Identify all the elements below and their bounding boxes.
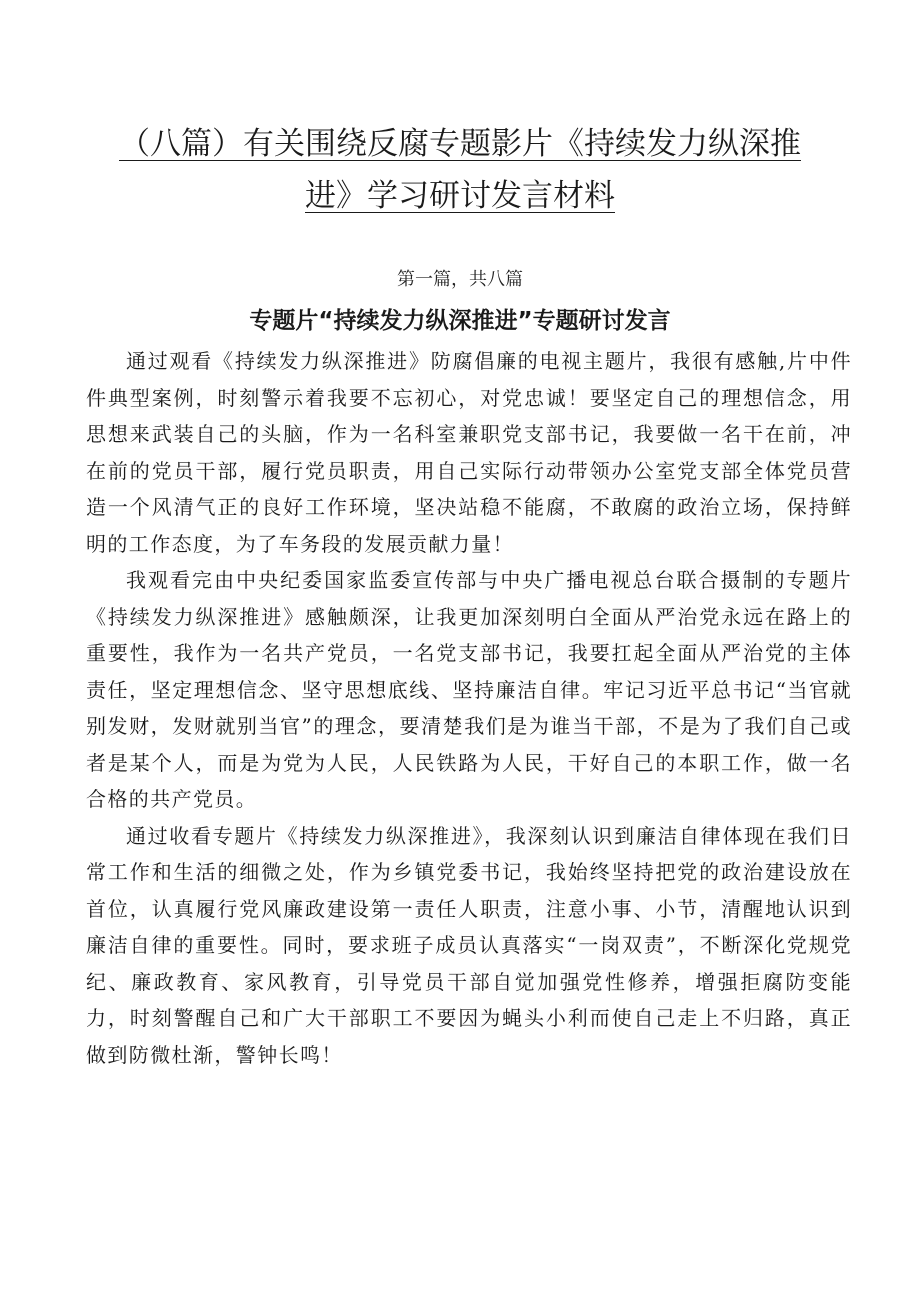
- paragraph-1: 通过观看《持续发力纵深推进》防腐倡廉的电视主题片，我很有感触,片中件件典型案例，时刻警示着我要不忘初心，对党忠诚！要坚定自己的理想信念，用思想来武装自己的头脑，作为一名科室兼职党支部书记，我要做一名干在前，冲在前的党员干部，履行党员职责，用自己实际行动带领办公室党支部全体党员营造一个风清气正的良好工作环境，坚决站稳不能腐，不敢腐的政治立场，保持鲜明的工作态度，为了车务段的发展贡献力量！: [86, 349, 852, 556]
- document-body: [86, 343, 852, 1073]
- document-title-text: （八篇）有关围绕反腐专题影片《持续发力纵深推进》学习研讨发言材料: [119, 126, 801, 214]
- document-title: [100, 118, 820, 222]
- paragraph-2: 我观看完由中央纪委国家监委宣传部与中央广播电视总台联合摄制的专题片《持续发力纵深推进》感触颇深，让我更加深刻明白全面从严治党永远在路上的重要性，我作为一名共产党员，一名党支部书记，我要扛起全面从严治党的主体责任，坚定理想信念、坚守思想底线、坚持廉洁自律。牢记习近平总书记“当官就别发财，发财就别当官”的理念，要清楚我们是为谁当干部，不是为了我们自己或者是某个人，而是为党为人民，人民铁路为人民，干好自己的本职工作，做一名合格的共产党员。: [86, 568, 852, 811]
- section-heading: 专题片“持续发力纵深推进”专题研讨发言: [249, 308, 671, 334]
- paragraph-3: 通过收看专题片《持续发力纵深推进》，我深刻认识到廉洁自律体现在我们日常工作和生活的细微之处，作为乡镇党委书记，我始终坚持把党的政治建设放在首位，认真履行党风廉政建设第一责任人职责，注意小事、小节，清醒地认识到廉洁自律的重要性。同时，要求班子成员认真落实“一岗双责”，不断深化党规党纪、廉政教育、家风教育，引导党员干部自觉加强党性修养，增强拒腐防变能力，时刻警醒自己和广大干部职工不要因为蝇头小利而使自己走上不归路，真正做到防微杜渐，警钟长鸣！: [86, 823, 852, 1067]
- section-label: 第一篇，共八篇: [397, 269, 523, 290]
